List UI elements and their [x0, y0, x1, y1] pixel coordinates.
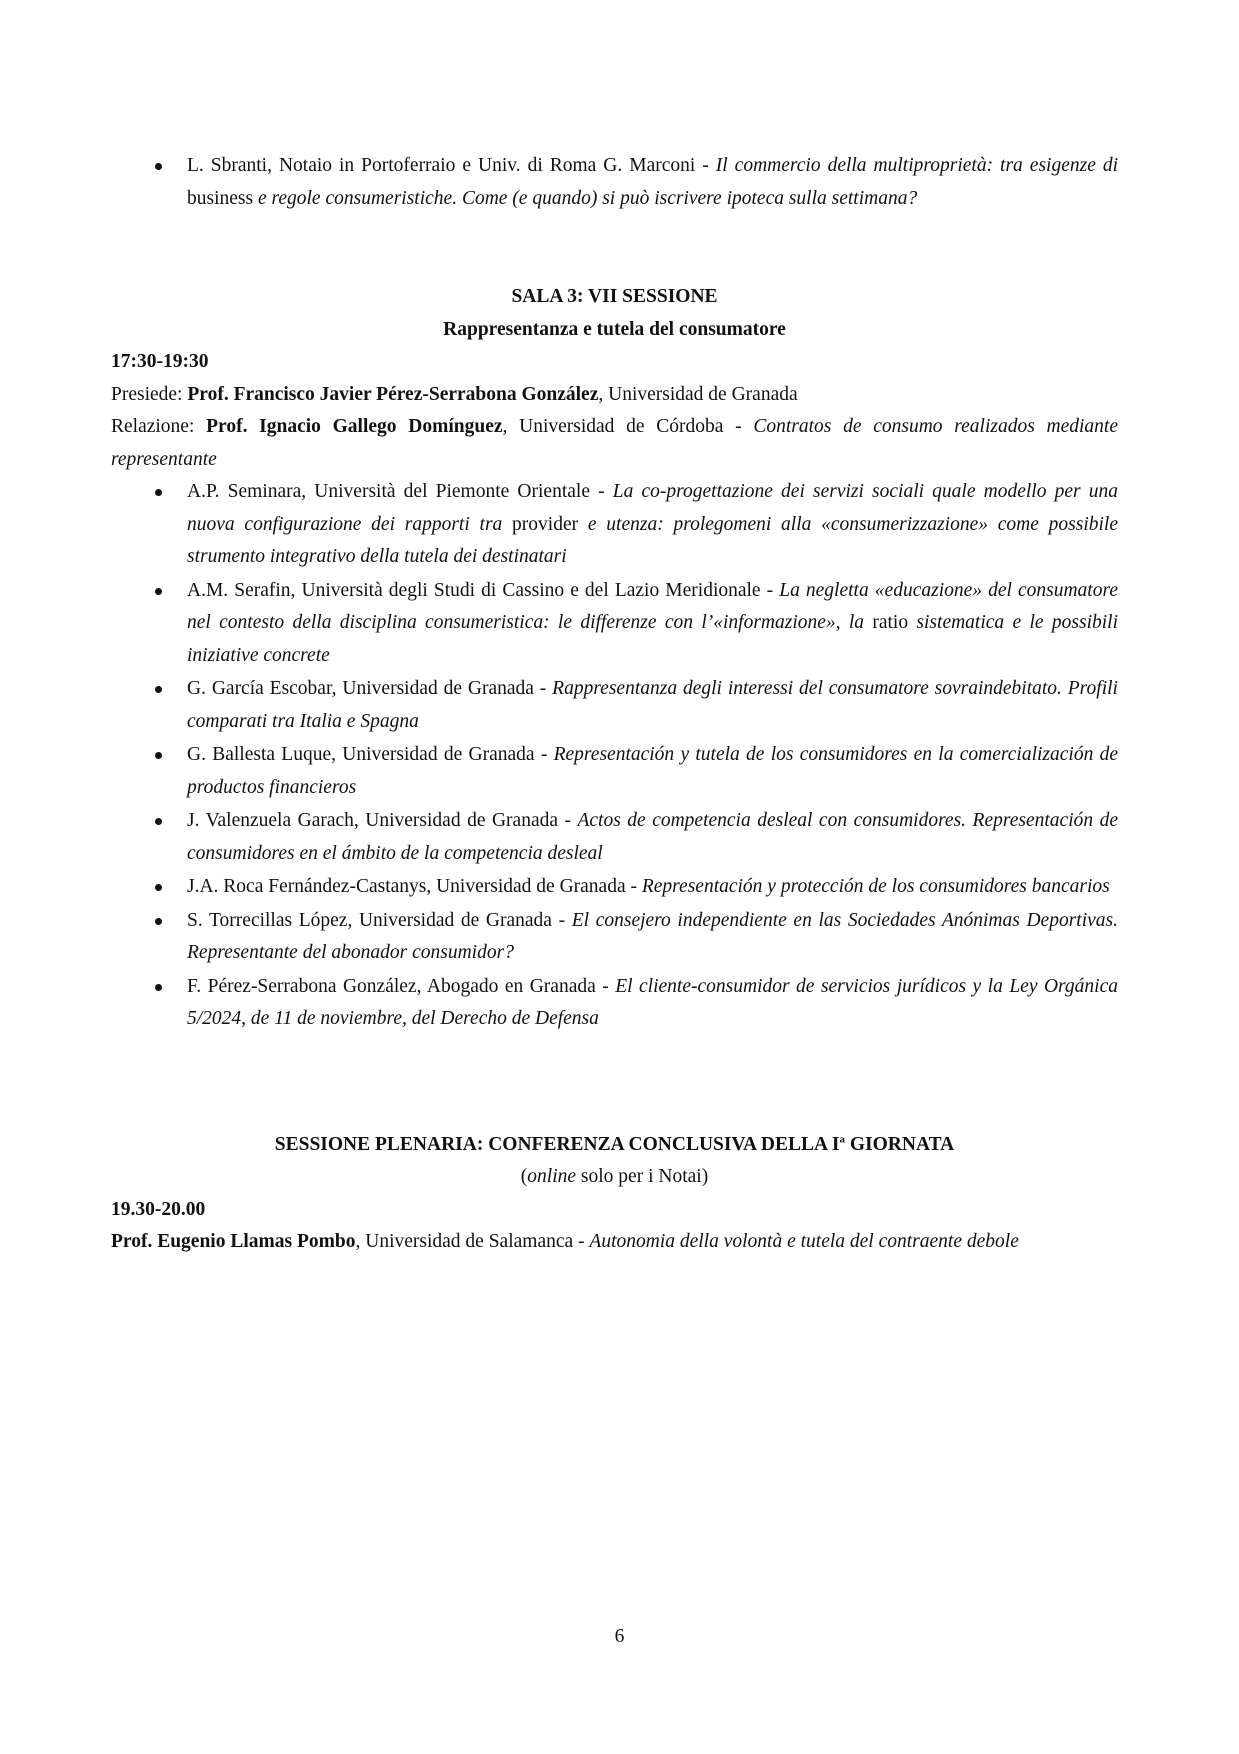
- list-item: G. García Escobar, Universidad de Granada - Rappresentanza degli interessi del consumatore sovraindebitato. Profili comparati tra Italia e Spagna: [111, 673, 1118, 738]
- session-talk-list: [111, 476, 1118, 1036]
- separator: -: [695, 155, 716, 176]
- speaker: L. Sbranti, Notaio in Portoferraio e Univ. di Roma G. Marconi: [187, 155, 696, 176]
- page-number: 6: [614, 1626, 625, 1647]
- list-item: J. Valenzuela Garach, Universidad de Granada - Actos de competencia desleal con consumidores. Representación de consumidores en el ámbito de la competencia desleal: [111, 805, 1118, 870]
- chair-name: Prof. Francisco Javier Pérez-Serrabona González: [187, 383, 599, 405]
- list-item: S. Torrecillas López, Universidad de Granada - El consejero independiente en las Sociedades Anónimas Deportivas. Representante del abonador consumidor?: [111, 905, 1118, 970]
- talk-title: e regole consumeristiche. Come (e quando) si può iscrivere ipoteca sulla settimana?: [253, 187, 918, 209]
- list-item: A.M. Serafin, Università degli Studi di Cassino e del Lazio Meridionale - La negletta «educazione» del consumatore nel contesto della disciplina consumeristica: le differenze con l’«informazione», la ratio sistematica e le possibili iniziative concrete: [111, 575, 1118, 673]
- top-list: [111, 150, 1118, 215]
- plenary-speaker: Prof. Eugenio Llamas Pombo: [111, 1231, 356, 1252]
- session-time: 17:30-19:30: [111, 351, 209, 372]
- plenary-note: (online solo per i Notai): [520, 1166, 709, 1187]
- document-page: [111, 150, 1118, 1259]
- talk-title-roman: business: [187, 187, 254, 209]
- list-item: [111, 150, 1118, 215]
- session-heading: SALA 3: VII SESSIONE: [511, 286, 718, 307]
- plenary-heading: SESSIONE PLENARIA: CONFERENZA CONCLUSIVA DELLA $I^a$ GIORNATA: [274, 1133, 955, 1155]
- list-item: G. Ballesta Luque, Universidad de Granada - Representación y tutela de los consumidores en la comercialización de productos financieros: [111, 739, 1118, 804]
- report-name: Prof. Ignacio Gallego Domínguez: [206, 416, 503, 437]
- report-line: Relazione: Prof. Ignacio Gallego Domínguez, Universidad de Córdoba - Contratos de consumo realizados mediante representante: [111, 416, 1118, 470]
- chair-line: Presiede: Prof. Francisco Javier Pérez-Serrabona González, Universidad de Granada: [111, 383, 798, 405]
- list-item: A.P. Seminara, Università del Piemonte Orientale - La co-progettazione dei servizi sociali quale modello per una nuova configurazione dei rapporti tra provider e utenza: prolegomeni alla «consumerizzazione» come possibile strumento integrativo della tutela dei destinatari: [111, 476, 1118, 574]
- plenary-time: 19.30-20.00: [111, 1198, 206, 1220]
- list-item: F. Pérez-Serrabona González, Abogado en Granada - El cliente-consumidor de servicios jurídicos y la Ley Orgánica 5/2024, de 11 de noviembre, del Derecho de Defensa: [111, 971, 1118, 1036]
- plenary-talk-title: Autonomia della volontà e tutela del contraente debole: [589, 1231, 1019, 1252]
- report-title: Contratos de consumo realizados mediante representante: [111, 416, 1118, 470]
- session-subheading: Rappresentanza e tutela del consumatore: [443, 318, 786, 340]
- list-item: J.A. Roca Fernández-Castanys, Universidad de Granada - Representación y protección de los consumidores bancarios: [111, 871, 1118, 904]
- plenary-speaker-line: Prof. Eugenio Llamas Pombo, Universidad de Salamanca - Autonomia della volontà e tutela del contraente debole: [111, 1231, 1019, 1252]
- talk-title: Il commercio della multiproprietà: tra esigenze di: [715, 155, 1118, 176]
